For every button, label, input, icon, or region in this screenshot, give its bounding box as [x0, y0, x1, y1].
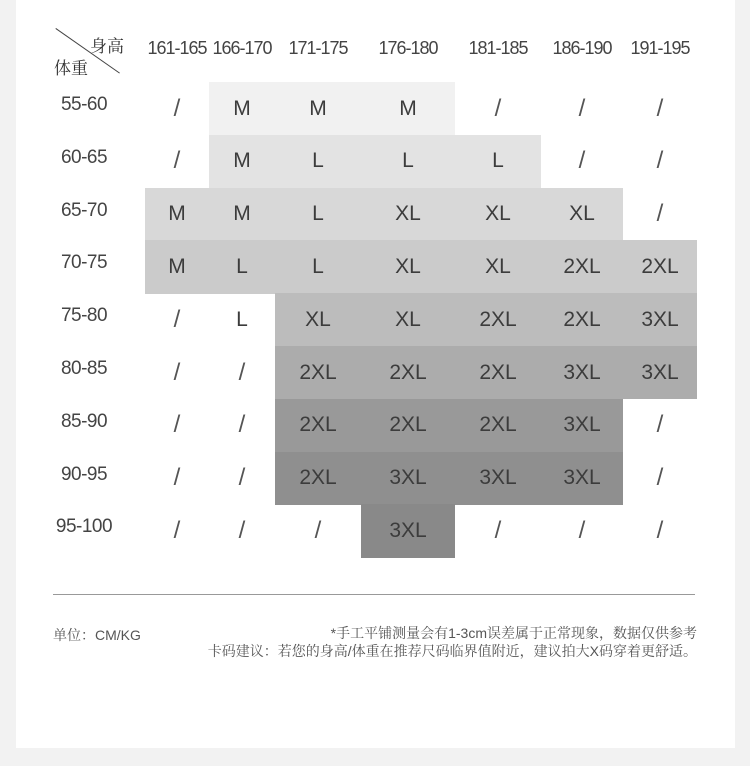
size-cell: L [275, 188, 361, 241]
size-cell: 3XL [361, 452, 455, 505]
divider [53, 594, 695, 595]
size-cell: M [209, 135, 275, 188]
size-cell: / [238, 517, 246, 545]
weight-header-85-90: 85-90 [60, 410, 108, 432]
height-header-171-175: 171-175 [288, 38, 348, 58]
size-cell: / [656, 94, 664, 122]
size-cell: 2XL [541, 293, 623, 346]
size-cell: / [173, 305, 181, 333]
size-cell: 3XL [541, 346, 623, 399]
size-cell: L [236, 307, 248, 331]
height-axis-label: 身高 [90, 37, 124, 56]
size-cell: XL [361, 188, 455, 241]
size-cell: / [656, 411, 664, 439]
size-cell: 3XL [455, 452, 541, 505]
size-cell: XL [361, 293, 455, 346]
height-header-161-165: 161-165 [147, 38, 207, 58]
size-cell: L [209, 240, 275, 293]
height-header-186-190: 186-190 [552, 38, 612, 58]
size-cell: / [314, 517, 322, 545]
size-cell: / [494, 94, 502, 122]
size-cell: / [238, 358, 246, 386]
weight-header-95-100: 95-100 [55, 516, 113, 538]
size-cell: 3XL [541, 452, 623, 505]
measurement-note: *手工平铺测量会有1-3cm误差属于正常现象，数据仅供参考 [330, 625, 697, 641]
size-cell: 3XL [623, 346, 697, 399]
size-cell: / [173, 411, 181, 439]
size-cell: 2XL [275, 452, 361, 505]
size-cell: M [145, 240, 209, 293]
size-cell: / [578, 94, 586, 122]
weight-header-60-65: 60-65 [60, 146, 108, 168]
size-cell: L [455, 135, 541, 188]
size-cell: / [656, 464, 664, 492]
size-cell: 2XL [455, 399, 541, 452]
size-cell: M [209, 82, 275, 135]
size-cell: 2XL [361, 399, 455, 452]
size-cell: / [656, 147, 664, 175]
weight-header-75-80: 75-80 [60, 305, 108, 327]
unit-label: 单位：CM/KG [53, 627, 141, 643]
size-cell: XL [275, 293, 361, 346]
size-cell: / [173, 94, 181, 122]
size-cell: / [238, 411, 246, 439]
size-cell: M [361, 82, 455, 135]
size-cell: 2XL [361, 346, 455, 399]
size-cell: / [578, 517, 586, 545]
size-cell: 2XL [455, 346, 541, 399]
size-cell: / [173, 464, 181, 492]
size-cell: / [173, 147, 181, 175]
size-cell: XL [455, 240, 541, 293]
size-cell: 3XL [361, 504, 455, 557]
size-cell: XL [455, 188, 541, 241]
size-cell: XL [361, 240, 455, 293]
size-cell: / [494, 517, 502, 545]
size-cell: / [656, 517, 664, 545]
size-cell: XL [541, 188, 623, 241]
size-cell: M [209, 188, 275, 241]
size-cell: / [173, 517, 181, 545]
weight-axis-label: 体重 [54, 59, 88, 78]
size-cell: 2XL [275, 399, 361, 452]
size-cell: 3XL [541, 399, 623, 452]
size-cell: / [173, 358, 181, 386]
size-cell: 2XL [541, 240, 623, 293]
height-header-166-170: 166-170 [212, 38, 272, 58]
size-cell: / [238, 464, 246, 492]
weight-header-90-95: 90-95 [60, 463, 108, 485]
size-cell: 2XL [455, 293, 541, 346]
height-header-181-185: 181-185 [468, 38, 528, 58]
height-header-191-195: 191-195 [630, 38, 690, 58]
size-cell: M [145, 188, 209, 241]
weight-header-80-85: 80-85 [60, 358, 108, 379]
size-cell: 2XL [275, 346, 361, 399]
height-header-176-180: 176-180 [378, 38, 438, 58]
weight-header-55-60: 55-60 [60, 94, 108, 115]
size-cell: 2XL [623, 240, 697, 293]
size-cell: M [275, 82, 361, 135]
weight-header-70-75: 70-75 [60, 252, 108, 274]
size-cell: L [361, 135, 455, 188]
size-cell: / [656, 200, 664, 228]
size-cell: L [275, 240, 361, 293]
size-cell: / [578, 147, 586, 175]
size-advice-note: 卡码建议：若您的身高/体重在推荐尺码临界值附近，建议拍大X码穿着更舒适。 [207, 643, 697, 659]
size-cell: 3XL [623, 293, 697, 346]
size-cell: L [275, 135, 361, 188]
weight-header-65-70: 65-70 [60, 199, 108, 221]
